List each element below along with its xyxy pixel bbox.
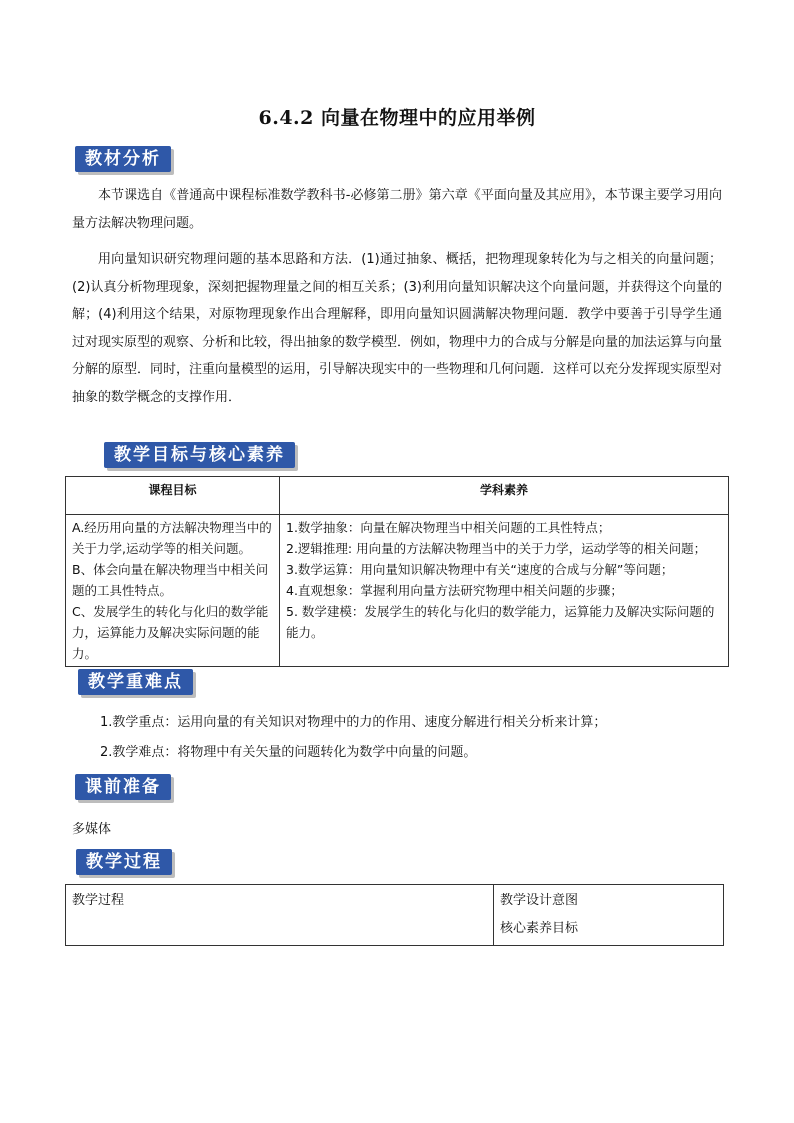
literacy-item-5: 5. 数学建模：发展学生的转化与化归的数学能力，运算能力及解决实际问题的能力。 <box>286 604 715 640</box>
key-point-1: 1.教学重点：运用向量的有关知识对物理中的力的作用、速度分解进行相关分析来计算； <box>100 715 607 730</box>
section-heading-key-points: 教学重难点 <box>78 669 193 695</box>
prep-text: 多媒体 <box>72 822 112 837</box>
course-goals-cell <box>66 515 280 667</box>
analysis-body <box>72 246 722 411</box>
table-row <box>66 515 729 667</box>
process-left-cell <box>66 885 494 946</box>
section-heading-goals: 教学目标与核心素养 <box>104 442 295 468</box>
process-table <box>65 884 724 946</box>
design-intent-label: 教学设计意图 <box>500 893 579 908</box>
process-right-cell <box>494 885 724 946</box>
column-header-course-goals: 课程目标 <box>66 477 280 515</box>
table-row <box>66 885 724 946</box>
course-goal-a: A.经历用向量的方法解决物理当中的关于力学,运动学等的相关问题。 <box>72 520 272 556</box>
table-header-row <box>66 477 729 515</box>
section-heading-process: 教学过程 <box>76 849 172 875</box>
key-point-2: 2.教学难点：将物理中有关矢量的问题转化为数学中向量的问题。 <box>100 745 477 760</box>
analysis-intro <box>72 182 722 237</box>
analysis-paragraph-2: 用向量知识研究物理问题的基本思路和方法．(1)通过抽象、概括，把物理现象转化为与之相关的向量问题；(2)认真分析物理现象，深刻把握物理量之间的相互关系；(3)利用向量知识解决这个向量问题，并获得这个向量的解；(4)利用这个结果，对原物理现象作出合理解释，即用向量知识圆满解决物理问题．教学中要善于引导学生通过对现实原型的观察、分析和比较，得出抽象的数学模型．例如，物理中力的合成与分解是向量的加法运算与向量分解的原型．同时，注重向量模型的运用，引导解决现实中的一些物理和几何问题．这样可以充分发挥现实原型对抽象的数学概念的支撑作用． <box>72 252 723 405</box>
literacy-item-4: 4.直观想象：掌握利用向量方法研究物理中相关问题的步骤； <box>286 583 623 598</box>
analysis-paragraph-1: 本节课选自《普通高中课程标准数学教科书-必修第二册》第六章《平面向量及其应用》，本节课主要学习用向量方法解决物理问题。 <box>72 188 722 231</box>
course-goal-c: C、发展学生的转化与化归的数学能力，运算能力及解决实际问题的能力。 <box>72 604 269 661</box>
process-left-label: 教学过程 <box>72 893 125 908</box>
core-literacy-label: 核心素养目标 <box>500 921 579 936</box>
literacy-item-1: 1.数学抽象：向量在解决物理当中相关问题的工具性特点； <box>286 520 611 535</box>
page-title: 6.4.2 向量在物理中的应用举例 <box>258 107 536 129</box>
literacy-item-3: 3.数学运算：用向量知识解决物理中有关“速度的合成与分解”等问题； <box>286 562 674 577</box>
literacy-cell <box>280 515 729 667</box>
course-goal-b: B、体会向量在解决物理当中相关问题的工具性特点。 <box>72 562 269 598</box>
literacy-item-2: 2.逻辑推理: 用向量的方法解决物理当中的关于力学，运动学等的相关问题； <box>286 541 707 556</box>
section-heading-analysis: 教材分析 <box>75 146 171 172</box>
column-header-literacy: 学科素养 <box>280 477 729 515</box>
goals-table <box>65 476 729 667</box>
section-heading-prep: 课前准备 <box>75 774 171 800</box>
